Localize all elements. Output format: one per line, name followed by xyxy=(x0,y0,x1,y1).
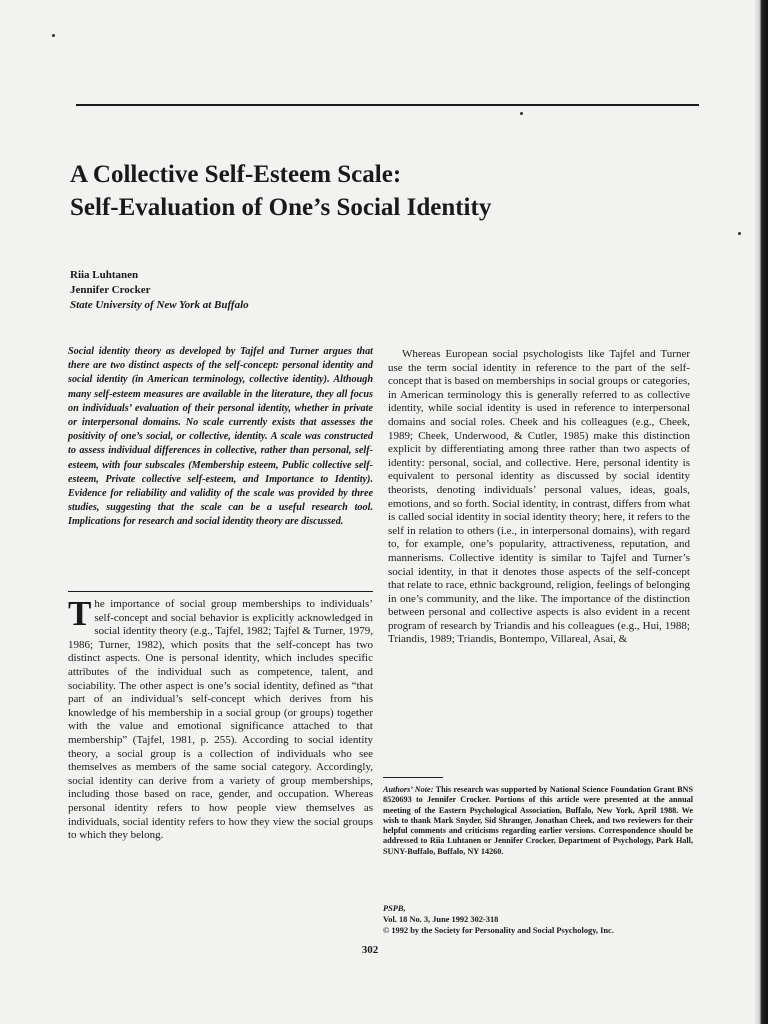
title-line-1: A Collective Self-Esteem Scale: xyxy=(70,161,402,188)
scan-speck xyxy=(520,112,523,115)
body-column-left xyxy=(68,594,373,843)
journal-abbrev: PSPB, xyxy=(383,904,406,913)
title-line-2: Self-Evaluation of One’s Social Identity xyxy=(70,194,492,221)
journal-citation xyxy=(383,903,693,936)
body-left-text: he importance of social group memberships to individuals’ self-concept and social behavior is explicitly acknowledged in social identity theory (e.g., Tajfel, 1982; Tajfel & Turner, 1979, 1986; Turner, 1982), which posits that the self-concept has two distinct aspects. One is personal identity, which includes specific attributes of the individual such as competence, talent, and sociability. The other aspect is one’s social identity, defined as “that part of an individual’s self-concept which derives from his knowledge of his membership in a social group (or groups) together with the value and emotional significance attached to that membership” (Tajfel, 1981, p. 255). According to social identity theory, a social group is a collection of individuals who see themselves as members of the same social category. Accordingly, social identity can derive from a variety of group memberships, including those based on race, gender, and occupation. Whereas personal identity refers to how people view themselves as individuals, social identity refers to how they view the social groups to which they belong. xyxy=(68,598,373,842)
authors-note-label: Authors’ Note: xyxy=(383,785,434,794)
journal-volume: Vol. 18 No. 3, June 1992 302-318 xyxy=(383,915,499,924)
scan-speck xyxy=(738,232,741,235)
header-rule xyxy=(76,104,699,106)
body-column-right: Whereas European social psychologists like Tajfel and Turner use the term social identity in reference to the part of the self-concept that is based on memberships in social groups or categories, in American terminology this is generally referred to as collective identity, while social identity is used in reference to interpersonal domains and social roles. Cheek and his colleagues (e.g., Cheek, 1989; Cheek, Underwood, & Cutler, 1985) make this distinction explicit by differentiating among three rather than two aspects of identity: personal, social, and collective. Here, personal identity is equivalent to personal identity as discussed by social identity theorists, denoting individuals’ personal values, ideas, goals, emotions, and so forth. Social identity, in contrast, differs from what is called social identity in social identity theory; here, it refers to the self in relation to others (i.e., in interpersonal domains), with regard to, for example, one’s popularity, attractiveness, reputation, and mannerisms. Collective identity is similar to Tajfel and Turner’s social identity, in that it denotes those aspects of the self-concept that relate to race, ethnic background, religion, feelings of belonging in one’s community, and the like. The importance of the distinction between personal and collective aspects is also evident in a recent program of research by Triandis and his colleagues (e.g., Hui, 1988; Triandis, 1989; Triandis, Bontempo, Villareal, Asai, & xyxy=(388,348,690,646)
article-title xyxy=(70,158,590,224)
abstract-rule xyxy=(68,591,373,592)
copyright-line: © 1992 by the Society for Personality and Social Psychology, Inc. xyxy=(383,926,614,935)
authors-note-text: This research was supported by National Science Foundation Grant BNS 8520693 to Jennifer Crocker. Portions of this article were presented at the annual meeting of the Eastern Psychological Association, Buffalo, New York, April 1988. We wish to thank Mark Snyder, Sid Shrauger, Jonathan Cheek, and two reviewers for their helpful comments and criticisms regarding earlier versions. Correspondence should be addressed to Riia Luhtanen or Jennifer Crocker, Department of Psychology, Park Hall, SUNY-Buffalo, Buffalo, NY 14260. xyxy=(383,785,693,856)
author-name: Riia Luhtanen xyxy=(70,269,139,281)
page-number: 302 xyxy=(361,944,379,956)
author-block xyxy=(70,268,390,313)
scan-edge-shadow xyxy=(754,0,768,1024)
footnote-rule xyxy=(383,777,443,778)
author-name: Jennifer Crocker xyxy=(70,284,151,296)
authors-note xyxy=(383,785,693,857)
author-affiliation: State University of New York at Buffalo xyxy=(70,299,249,311)
scan-speck xyxy=(52,34,55,37)
drop-cap: T xyxy=(68,594,92,633)
abstract: Social identity theory as developed by Tajfel and Turner argues that there are two distinct aspects of the self-concept: personal identity and social identity (in American terminology, collective identity). Although many self-esteem measures are available in the literature, they all focus on individuals’ evaluation of their personal identity, whether in private or interpersonal domains. No scale currently exists that assesses the positivity of one’s social, or collective, identity. A scale was constructed to assess individual differences in collective, rather than personal, self-esteem, with four subscales (Membership esteem, Public collective self-esteem, Private collective self-esteem, and Importance to Identity). Evidence for reliability and validity of the scale was provided by three studies, suggesting that the scale can be a useful research tool. Implications for research and social identity theory are discussed. xyxy=(68,346,373,528)
